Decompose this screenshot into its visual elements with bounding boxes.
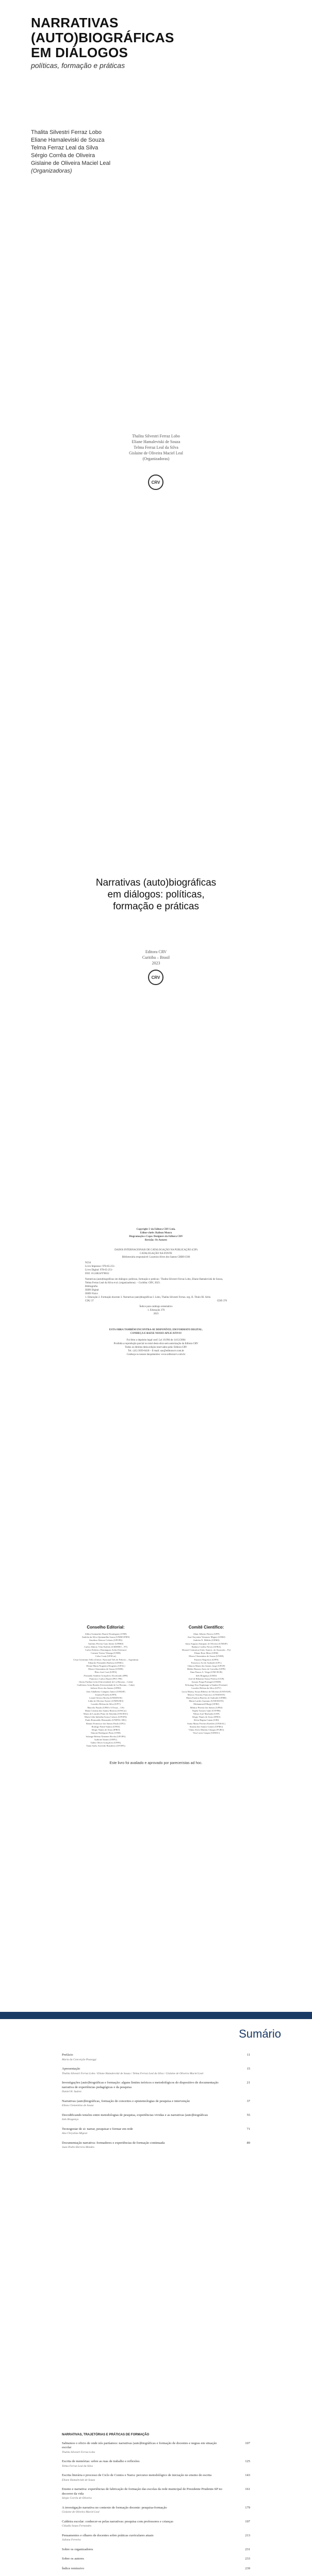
- cat-bib: Bibliografia: [85, 1285, 98, 1288]
- toc-entries-2: [62, 2442, 250, 2571]
- toc-entry-page: 125: [245, 2460, 250, 2463]
- cat-subjects: 1. Educação 2. Formação docente 3. Narrativas (auto)biográficas I. Lobo, Thalita Silvestri Ferraz. org. II. Título III. Série.: [85, 1296, 211, 1299]
- copyright-line: Diagramação e Capa: Designers da Editora CRV: [129, 1235, 183, 1238]
- council-member: Maria Lurdes Gazzano (UNIOESTE): [189, 1700, 224, 1703]
- cat-isbn: ISBN Digital: [85, 1289, 99, 1292]
- toc-entry-page: 179: [245, 2505, 250, 2510]
- council-member: Vera Lucia Gaspar (UDESC): [192, 1732, 220, 1735]
- council-member: Carlos Federico Dominguez Avila (Unieuro): [85, 1649, 127, 1652]
- scientific-committee-heading: Comitê Científico:: [188, 1625, 224, 1630]
- copyright-line: Revisão: Os Autores: [144, 1239, 168, 1242]
- cover-subtitle: políticas, formação e práticas: [31, 61, 125, 70]
- toc-entry[interactable]: [62, 2053, 250, 2062]
- toc-entry-page: 37: [247, 2099, 250, 2103]
- toc-entry-title: Sobre os autores: [62, 2557, 84, 2561]
- title-line: formação e práticas: [113, 901, 199, 912]
- toc-entry-title: Sabiamos o oficio de onde nós partíamos: narrativas (auto)biográficas e formação de docentes e negras em situação escolar: [62, 2441, 217, 2449]
- publisher-city: Curitiba – Brasil: [142, 955, 170, 960]
- index-title: Índice para catálogo sistemático: [139, 1306, 173, 1308]
- toc-entry[interactable]: [62, 2567, 250, 2571]
- council-member: Solange Helena Ximenes-Rocha (UFOPA): [86, 1735, 126, 1738]
- toc-entry-page: 89: [247, 2141, 250, 2145]
- council-member: Tadeu Oliver Gonçalves (UFPA): [90, 1741, 121, 1744]
- council-member: Lourdes Helena da Silva (UFV): [91, 1703, 121, 1706]
- council-member: Gláucia Maria dos Santos Jorge (UFOP): [187, 1665, 225, 1668]
- council-member: Ilma Passos A. Veiga (UNICEUB): [190, 1671, 223, 1674]
- toc-entry-author: Telma Ferraz Leal da Silva: [62, 2464, 93, 2468]
- council-member: Fauston Negreiros (UFPI): [194, 1658, 219, 1661]
- half-title-name: Eliane Hamaleviski de Souza: [132, 439, 180, 444]
- cip-block: [85, 1248, 227, 1316]
- toc-entry-page: 11: [247, 2053, 250, 2057]
- toc-entry[interactable]: [62, 2557, 250, 2562]
- toc-entry-title: Ensino e narrativa: experiências de fabricação de formação das escolas da rede municipal de Presidente Prudente-SP no decorrer da vida: [62, 2487, 222, 2496]
- toc-entry-page: 239: [245, 2566, 250, 2570]
- council-member: Aldira Guimarães Duarte Domínguez (UNB): [85, 1633, 127, 1635]
- cover-title-line: NARRATIVAS: [31, 15, 119, 30]
- toc-entry-text: [62, 2460, 227, 2468]
- summary-heading: Sumário: [239, 2027, 281, 2040]
- rights-block: [85, 1328, 227, 1357]
- toc-entry-title: Narrativas (auto)biográficas, formação de conceitos e epistemologias de pesquisa e intervenção: [62, 2099, 190, 2103]
- council-member: Francisco Ari de Andrade (UFC): [191, 1661, 222, 1664]
- council-member: Élsio José Corá (UFFS): [94, 1671, 117, 1674]
- toc-entry-text: [62, 2127, 227, 2136]
- half-title-page: [0, 402, 312, 805]
- council-member: Josania Portela (UFPI): [95, 1693, 117, 1696]
- toc-entry-title: Caldeira escolar: conhecer-se pelas narrativas: pesquisa com professores e crianças: [62, 2519, 173, 2523]
- cip-librarian: Bibliotecária responsável: Luzenira Alves dos Santos CRB9/1506: [122, 1256, 190, 1259]
- council-member: Rodrigo Pratte-Santos (UFES): [91, 1725, 120, 1728]
- half-title-name: Gislaine de Oliveira Maciel Leal: [129, 451, 183, 455]
- council-page: [0, 1609, 312, 2012]
- council-member: Inês Bragança (UERJ): [195, 1674, 217, 1677]
- toc-entry-title: Sobre os organizadores: [62, 2547, 93, 2551]
- toc-entry-title: Índice remissivo: [62, 2566, 85, 2570]
- half-title-names: [0, 433, 312, 462]
- cdd: CDD 370: [217, 1300, 227, 1302]
- council-member: Antônio Pereira Gaio Júnior (UFRRJ): [88, 1642, 124, 1645]
- council-member: Kilwangy Kya Kapitango-a-Samba (Unemat): [185, 1684, 227, 1687]
- council-member: Sérgio Nunes de Jesus (IFRO): [192, 1716, 221, 1719]
- toc-entry[interactable]: [62, 2442, 250, 2455]
- section-rule: [0, 2012, 312, 2019]
- toc-entry-author: Thalita Silvestri Ferraz Lobo / Eliane Hamaleviski de Souza / Telma Ferraz Leal da Silva / Gislaine de Oliveira Maciel Leal: [62, 2072, 204, 2075]
- cover-organizers: [31, 129, 110, 175]
- toc-entry-page: 213: [245, 2533, 250, 2537]
- cat-class-row: [85, 1299, 227, 1303]
- law-line: CONHEÇA E BAIXE NOSSO APLICATIVO!: [130, 1332, 182, 1335]
- toc-entry-author: Inês Bragança: [62, 2118, 79, 2121]
- toc-entry-text: [62, 2534, 227, 2543]
- council-member: Elizeu Clementino de Souza (UNEB): [189, 1655, 224, 1658]
- toc-entry-title: Apresentação: [62, 2067, 80, 2071]
- council-member: Leonel Severo Rocha (UNISINOS): [89, 1697, 122, 1700]
- toc-entry-text: [62, 2141, 227, 2150]
- council-member: Jailson Alves dos Santos (UFRJ): [90, 1687, 121, 1690]
- toc-entry-page: 71: [247, 2127, 250, 2131]
- cover-title-line: (AUTO)BIOGRÁFICAS: [31, 30, 174, 45]
- toc-entry-page: 143: [245, 2473, 250, 2477]
- council-member: Andréia N. Militão (UEMS): [193, 1639, 220, 1642]
- cip-title: DADOS INTERNACIONAIS DE CATALOGAÇÃO NA PUBLICAÇÃO (CIP): [114, 1249, 198, 1251]
- cover-page: [0, 0, 312, 402]
- copyright-line: Editor-chefe: Railson Moura: [140, 1232, 172, 1234]
- title-line: Narrativas (auto)biográficas: [95, 877, 217, 888]
- council-member: Elizeu Clementino de Souza (UNEB): [88, 1668, 123, 1671]
- toc-entry-author: Ana Chrystina Mignot: [62, 2132, 88, 2135]
- council-member: Lourdes Helena da Silva (UFV): [191, 1687, 221, 1690]
- council-member: Suzana dos Santos Gomes (UFMG): [189, 1725, 223, 1728]
- contact-line: Tel.: (41) 3039-6418 – E-mail: sac@editoracrv.com.br: [128, 1350, 184, 1352]
- council-member: Barbara Coelho Neves (UFBA): [191, 1645, 221, 1648]
- council-member: Cesar Gerónimo Tello (Univer. Nacional Três de Febrero – Argentina): [73, 1658, 139, 1661]
- organizer-name: Sérgio Corrêa de Oliveira: [31, 152, 95, 159]
- copyright-line: Copyright © da Editora CRV Ltda.: [136, 1228, 176, 1231]
- council-member: Gloria Fariñas León (Universidade de La Havana – Cuba): [78, 1681, 133, 1684]
- council-member: Sérgio Nunes de Jesus (IFRO): [91, 1728, 120, 1732]
- copyright-page: [0, 1207, 312, 1609]
- isbn-digital: Livro Digital: 978-65-251-: [85, 1269, 113, 1272]
- toc-entry-author: Daniel H. Suárez: [62, 2090, 81, 2093]
- toc-entry-author: Cláudia Souza Fernandes: [62, 2524, 92, 2528]
- index-item: 1. Educação 370: [147, 1309, 165, 1312]
- summary-page: [0, 2012, 312, 2414]
- toc-entry-title: Investigações (auto)biográficas e formação: alguns limites teóricos e metodológicos do dispositivo de documentação narrativa de experiências pedagógicas e da pesquisa: [62, 2081, 219, 2089]
- cover-title-line: EM DIÁLOGOS: [31, 45, 128, 60]
- toc-entry-author: Eliane Hamaleviski de Souza: [62, 2478, 95, 2482]
- publisher-logo: CRV: [148, 474, 163, 490]
- toc-entry-text: [62, 2081, 227, 2094]
- council-member: Najela Tavares Ujiie (UTFPR): [192, 1709, 221, 1712]
- rights-line: Proibida a reprodução parcial ou total desta obra sem autorização da Editora CRV: [113, 1343, 199, 1345]
- toc-entry[interactable]: [62, 2473, 250, 2482]
- toc-entry-text: [62, 2099, 227, 2108]
- cdu: CDU 37: [85, 1300, 94, 1302]
- doi: DOI: 10.24824/978652: [85, 1273, 109, 1275]
- organizer-name: Gislaine de Oliveira Maciel Leal: [31, 160, 111, 166]
- toc-part-title: NARRATIVAS, TRAJETÓRIAS E PRÁTICAS DE FORMAÇÃO: [62, 2433, 150, 2436]
- council-member: Celso Conti (UFSCar): [95, 1655, 117, 1658]
- toc-entry-text: [62, 2506, 227, 2515]
- toc-entry[interactable]: [62, 2081, 250, 2094]
- cip-subtitle: CATALOGAÇÃO NA FONTE: [140, 1252, 172, 1255]
- toc-entry-text: [62, 2053, 227, 2062]
- toc-entry-author: Gislaine de Oliveira Maciel Leal: [62, 2511, 100, 2514]
- toc-entry[interactable]: [62, 2113, 250, 2122]
- toc-entry-page: 55: [247, 2113, 250, 2117]
- toc-entry[interactable]: [62, 2460, 250, 2468]
- council-member: Paulo Romualdo Hernandes (UNIFAL-MG): [85, 1719, 126, 1722]
- toc-entry[interactable]: [62, 2520, 250, 2529]
- toc-entry-page: 21: [247, 2081, 250, 2084]
- half-title-name: Telma Ferraz Leal da Silva: [134, 445, 178, 450]
- cat-text: Narrativas (auto)biográficas em diálogos: políticas, formação e práticas / Thalita Silvestri Ferraz Lobo, Eliane Hamaleviski de Souza, Telma Ferraz Leal da Silva et al. (organizadoras). – Curitiba: CRV, 2023.: [85, 1278, 223, 1284]
- toc-entry-title: Tecnogestar de si: narrar, pesquisar e formar em rede: [62, 2127, 133, 2131]
- council-member: Marcos Vinicius Francisco (UNOESTE): [187, 1693, 225, 1696]
- toc-entry[interactable]: [62, 2127, 250, 2136]
- toc-entry-text: [62, 2113, 227, 2122]
- toc-entry-text: [62, 2567, 227, 2571]
- organizer-name: Thalita Silvestri Ferraz Lobo: [31, 129, 102, 135]
- toc-entry-author: Juliana Ferreira: [62, 2538, 81, 2541]
- council-member: Vânia Alves Martins Chaigar (FURG): [188, 1728, 224, 1732]
- toc-entry-page: 231: [245, 2547, 250, 2551]
- council-member: Maria de Lourdes Pinto de Almeida (UNOESC): [83, 1713, 128, 1716]
- council-member: Carlos Alberto Vilar Estêvão (UMINHO – PT): [84, 1645, 128, 1648]
- toc-entry-title: Pensamentos e olhares de docentes sobre práticas curriculares atuais: [62, 2533, 154, 2537]
- toc-entry[interactable]: [62, 2067, 250, 2076]
- toc-entry-title: Escrita literária e processo de Ciclo de Contos e Narra: percurso metodológico de iniciação no ensino de escrita: [62, 2473, 212, 2477]
- publisher-logo: CRV: [148, 970, 163, 985]
- toc-entry-title: Decodificando tensões entre metodologias de pesquisa, experiências vividas e as narrativas (auto)biográficas: [62, 2113, 208, 2117]
- toc-entry-author: Sérgio Corrêa de Oliveira: [62, 2497, 92, 2500]
- half-title-name: (Organizadoras): [142, 456, 170, 461]
- cover-title-block: [31, 15, 186, 70]
- council-member: Andréia da Silva Quintanilha Sousa (UNIR/UFRN): [81, 1636, 130, 1639]
- council-member: Anna Augusta Sampaio de Oliveira (UNESP): [185, 1642, 228, 1645]
- cat-isbn-print: ISBN Físico: [85, 1293, 98, 1295]
- council-member: Lucia Marisy Souza Ribeiro de Oliveira (UNIVASF): [182, 1690, 231, 1693]
- year-line: 2023: [153, 1313, 159, 1315]
- council-member: Simone Rodrigues Pinto (UNB): [91, 1732, 121, 1735]
- summary-page-2: [0, 2414, 312, 2576]
- council-member: Mônica Pereira dos Santos (UFRJ): [190, 1706, 223, 1709]
- publisher-year: 2023: [152, 961, 160, 965]
- editorial-board-heading: Conselho Editorial:: [87, 1625, 125, 1630]
- organizer-name: Eliane Hamaleviski de Souza: [31, 137, 105, 143]
- council-member: Marcelo Paixão (UFRJ e UTexas – US): [87, 1706, 124, 1709]
- council-member: Diosnel Centurion (Univ Americ. de Asunción – Py): [182, 1649, 231, 1652]
- council-member: Lídia de Oliveira Xavier (UNIEURO): [88, 1700, 124, 1703]
- title-line: em diálogos: políticas,: [107, 889, 205, 900]
- council-member: Maria Eurácia Barreto de Andrade (UFRB): [186, 1697, 226, 1700]
- toc-list-2: [62, 2430, 250, 2576]
- council-member: Eduardo Fernandes Barbosa (UFMG): [88, 1661, 123, 1664]
- toc-entry-page: 197: [245, 2519, 250, 2523]
- council-member: João Adalberto Campato Junior (UNESP): [86, 1690, 125, 1693]
- council-member: Guillermo Arias Beatón (Universidade de La Havana – Cuba): [77, 1684, 135, 1687]
- title-publisher-block: [0, 949, 312, 966]
- organizer-name: Telma Ferraz Leal da Silva: [31, 145, 98, 151]
- toc-entry[interactable]: [62, 2099, 250, 2108]
- council-member: Mohammed Elhajji (UFRJ): [193, 1703, 219, 1706]
- toc-entry-title: Escrita de memórias: sobre as ruas de trabalho e reflexões: [62, 2460, 140, 2463]
- council-member: José de Ribamar Sousa Pereira (UCB): [188, 1677, 224, 1680]
- council-member: Altair Alberto Fávero (UPF): [193, 1633, 220, 1635]
- toc-entry-text: [62, 2067, 227, 2076]
- toc-entry-text: [62, 2557, 227, 2562]
- council-member: Ana Chrystina Venancio Mignot (UERJ): [187, 1636, 225, 1639]
- toc-entry[interactable]: [62, 2534, 250, 2543]
- editorial-board-list: [67, 1633, 144, 1748]
- cip-code: N234: [85, 1262, 91, 1264]
- title-page: [0, 805, 312, 1207]
- council-member: Maria Lília Imbiriba Sousa Colares (UFOPA): [84, 1716, 127, 1719]
- half-title-name: Thalita Silvestri Ferraz Lobo: [132, 434, 180, 438]
- toc-entry-page: 107: [245, 2441, 250, 2445]
- council-member: Francisco Carlos Duarte (PUC-PR): [89, 1677, 122, 1680]
- rights-line: Foi feito o depósito legal conf. Lei 10.994 de 14/12/2004: [126, 1339, 186, 1342]
- council-member: Elione Maria Nogueira Diogenes (UFAL): [86, 1665, 125, 1668]
- council-member: Anselmo Alencar Colares (UFOPA): [89, 1639, 123, 1642]
- contact-line: Conheça os nossos lançamentos: www.editoracrv.com.br: [126, 1353, 186, 1356]
- council-member: Eliane Rose Maio (UEM): [194, 1652, 219, 1655]
- toc-entry-text: [62, 2520, 227, 2529]
- toc-list: [62, 2053, 250, 2155]
- copyright-header: [85, 1228, 227, 1242]
- council-member: Carmen Tereza Velanga (UNIR): [91, 1652, 121, 1655]
- toc-entry-text: [62, 2487, 227, 2501]
- council-member: Jussara Fraga Portugal (UNEB): [191, 1681, 221, 1684]
- toc-entry-title: Prefácio: [62, 2053, 73, 2057]
- council-member: Tania Suely Azevedo Brasileiro (UFOPA): [86, 1744, 125, 1748]
- toc-entry[interactable]: [62, 2548, 250, 2552]
- council-member: Sonia Maria Ferreira Koehler (UNISAL): [187, 1722, 225, 1725]
- publisher-name: Editora CRV: [145, 950, 167, 954]
- toc-entry-page: 15: [247, 2067, 250, 2071]
- toc-entry-author: Juan Pedro Herrera Mendes: [62, 2146, 94, 2149]
- toc-entry-author: Thalita Silvestri Ferraz Lobo: [62, 2450, 95, 2454]
- council-member: Helder Buenos Aires de Carvalho (UFPI): [187, 1668, 226, 1671]
- scientific-committee-list: [168, 1633, 245, 1735]
- toc-entry-author: Elizeu Clementino de Souza: [62, 2104, 94, 2107]
- council-member: Renato Francisco dos Santos Paula (UFG): [86, 1722, 126, 1725]
- council-member: Maria Cristina dos Santos Bezerra (UFSCar): [85, 1709, 127, 1712]
- rights-line: Todos os direitos desta edição reservados pela: Editora CRV: [125, 1346, 187, 1349]
- peer-review-note: Este livro foi avaliado e aprovado por pareceristas ad hoc.: [109, 1761, 203, 1765]
- toc-entry-page: 161: [245, 2487, 250, 2491]
- toc-entry[interactable]: [62, 2506, 250, 2515]
- toc-entry-author: Maria da Conceição Passeggi: [62, 2058, 96, 2061]
- council-member: Sydione Santos (UEPG): [94, 1738, 117, 1741]
- toc-entry[interactable]: [62, 2487, 250, 2501]
- toc-entry[interactable]: [62, 2141, 250, 2150]
- toc-entry-text: [62, 2473, 227, 2482]
- toc-entry-title: A investigação narrativa no contexto de formação docente: pesquisa-formação: [62, 2505, 167, 2510]
- organizer-role: (Organizadoras): [31, 168, 72, 174]
- law-line: ESTA OBRA TAMBÉM ENCONTRA-SE DISPONÍVEL EM FORMATO DIGITAL.: [109, 1329, 203, 1331]
- toc-entry-text: [62, 2442, 227, 2455]
- isbn-print: Livro Impresso: 978-65-251-: [85, 1265, 116, 1268]
- toc-entry-title: Documentação narrativa: formadores e experiências de formação continuada: [62, 2141, 165, 2145]
- council-member: Nilson José Machado (USP): [193, 1713, 220, 1716]
- toc-entry-text: [62, 2548, 227, 2552]
- toc-entry-page: 233: [245, 2557, 250, 2561]
- council-member: Silvia Regina Canan (URI): [193, 1719, 219, 1722]
- council-member: Fernando Antônio Gonçalves Alcoforado (IPB): [84, 1674, 128, 1677]
